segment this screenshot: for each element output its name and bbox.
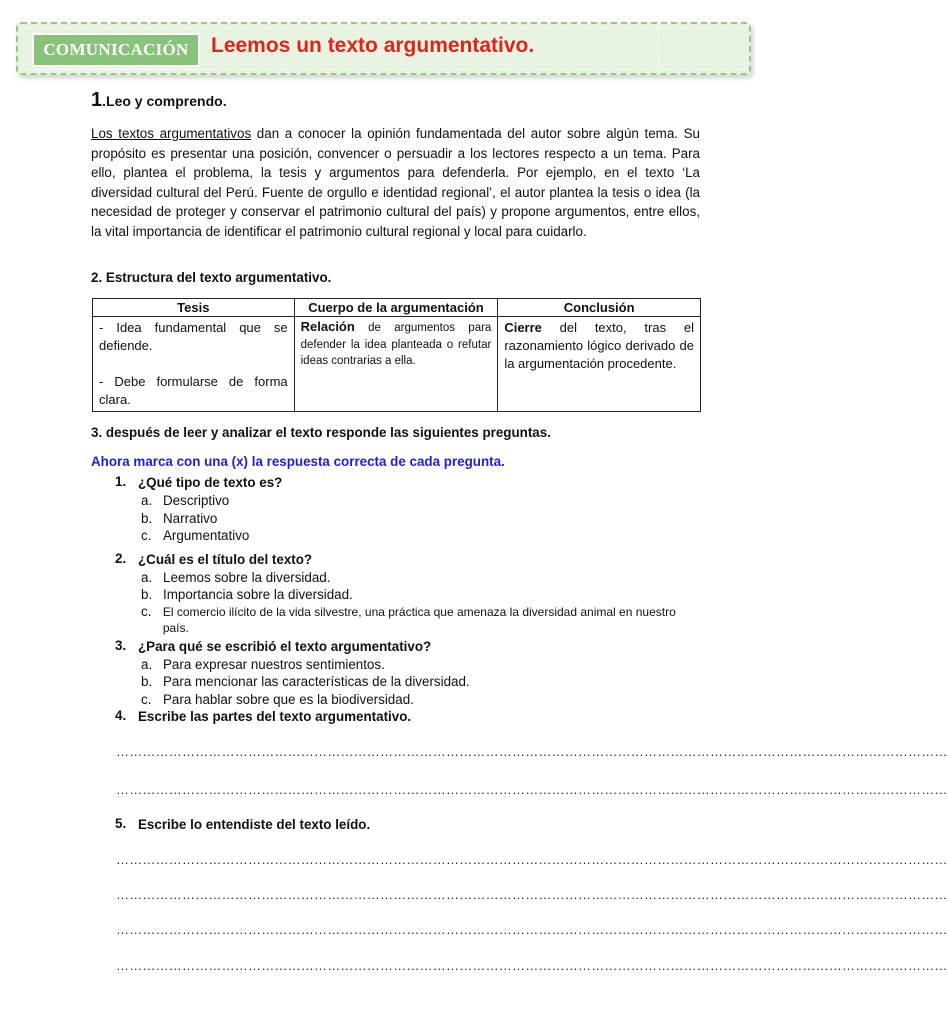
subject-label: COMUNICACIÓN xyxy=(32,33,200,67)
answer-line[interactable]: ……………………………………………………………………………………………………………………………………………………………………… xyxy=(116,958,948,973)
question-text: ¿Cuál es el título del texto? xyxy=(138,551,313,567)
section-3-heading: 3. después de leer y analizar el texto responde las siguientes preguntas. xyxy=(91,425,551,440)
tesis-cell xyxy=(93,317,295,412)
cuerpo-keyword: Relación xyxy=(300,319,355,334)
answer-line[interactable]: ……………………………………………………………………………………………………………………………………………………………………… xyxy=(116,852,948,867)
question-text: ¿Para qué se escribió el texto argumentativo? xyxy=(138,638,432,654)
tesis-point: - Idea fundamental que se defiende. xyxy=(99,320,288,353)
question-text: Escribe lo entendiste del texto leído. xyxy=(138,817,371,832)
table-header-row xyxy=(93,299,701,317)
page-title: Leemos un texto argumentativo. xyxy=(211,34,535,57)
answer-option[interactable]: b. Narrativo xyxy=(141,510,218,526)
answer-line[interactable]: ……………………………………………………………………………………………………………………………………………………………………… xyxy=(116,887,948,902)
answer-line[interactable]: ……………………………………………………………………………………………………………………………………………………………………… xyxy=(116,922,948,937)
answer-option[interactable]: b. Importancia sobre la diversidad. xyxy=(141,587,353,602)
decorative-divider xyxy=(658,28,659,69)
question-text: ¿Qué tipo de texto es? xyxy=(138,475,283,490)
decorative-dashed-line xyxy=(24,69,743,70)
answer-option[interactable]: a. Para expresar nuestros sentimientos. xyxy=(141,656,385,672)
section-1-heading xyxy=(91,89,227,112)
question-number: 3. xyxy=(115,637,127,653)
structure-table xyxy=(92,298,701,412)
conclusion-cell xyxy=(498,317,701,412)
intro-text: dan a conocer la opinión fundamentada del autor sobre algún tema. Su propósito es presentar una posición, convencer o persuadir a los lectores respecto a un tema. Para ello, plantea el problema, la tesis y argumentos para defenderla. Por ejemplo, en el texto ‘La diversidad cultural del Perú. Fuente de orgullo e identidad regional’, el autor plantea la tesis o idea (la necesidad de proteger y conservar el patrimonio cultural del país) y propone argumentos, entre ellos, la vital importancia de identificar el patrimonio cultural regional y local para cuidarlo. xyxy=(91,126,700,239)
intro-paragraph xyxy=(91,124,700,241)
answer-option[interactable]: c. El comercio ilícito de la vida silvestre, una práctica que amenaza la diversidad animal en nuestro país. xyxy=(141,603,676,635)
tesis-point: - Debe formularse de forma clara. xyxy=(99,374,288,407)
conclusion-text: del texto, tras el razonamiento lógico derivado de la argumentación procedente. xyxy=(504,320,694,371)
answer-line[interactable]: ……………………………………………………………………………………………………………………………………………………………………… xyxy=(116,782,948,797)
answer-option[interactable]: c. Para hablar sobre que es la biodiversidad. xyxy=(141,691,414,707)
question-number: 2. xyxy=(115,550,127,566)
question-5 xyxy=(91,816,701,834)
question-4 xyxy=(91,708,701,726)
question-2 xyxy=(91,551,701,636)
question-list xyxy=(91,474,701,726)
question-3 xyxy=(91,638,701,709)
decorative-dashed-line xyxy=(24,27,743,28)
question-number: 5. xyxy=(115,816,127,831)
table-row xyxy=(93,317,701,412)
question-text: Escribe las partes del texto argumentativo. xyxy=(138,709,412,724)
answer-option[interactable]: a. Descriptivo xyxy=(141,493,230,508)
answer-option[interactable]: c. Argumentativo xyxy=(141,528,250,543)
answer-line[interactable]: ……………………………………………………………………………………………………………………………………………………………………… xyxy=(116,744,948,759)
table-header: Conclusión xyxy=(498,299,701,317)
answer-option[interactable]: b. Para mencionar las características de la diversidad. xyxy=(141,674,470,689)
conclusion-keyword: Cierre xyxy=(504,320,542,335)
table-header: Tesis xyxy=(93,299,295,317)
instruction-text: Ahora marca con una (x) la respuesta correcta de cada pregunta. xyxy=(91,454,505,469)
header-banner xyxy=(16,22,751,75)
intro-underlined-term: Los textos argumentativos xyxy=(91,126,252,141)
section-title: .Leo y comprendo. xyxy=(102,93,227,109)
cuerpo-text: de argumentos para defender la idea planteada o refutar ideas contrarias a ella. xyxy=(300,322,492,367)
cuerpo-cell xyxy=(294,317,498,412)
answer-option[interactable]: a. Leemos sobre la diversidad. xyxy=(141,569,331,585)
question-1 xyxy=(91,474,701,545)
section-number: 1 xyxy=(91,89,103,111)
section-2-heading: 2. Estructura del texto argumentativo. xyxy=(91,270,332,285)
question-number: 1. xyxy=(115,474,127,489)
question-number: 4. xyxy=(115,708,127,723)
table-header: Cuerpo de la argumentación xyxy=(294,299,498,317)
